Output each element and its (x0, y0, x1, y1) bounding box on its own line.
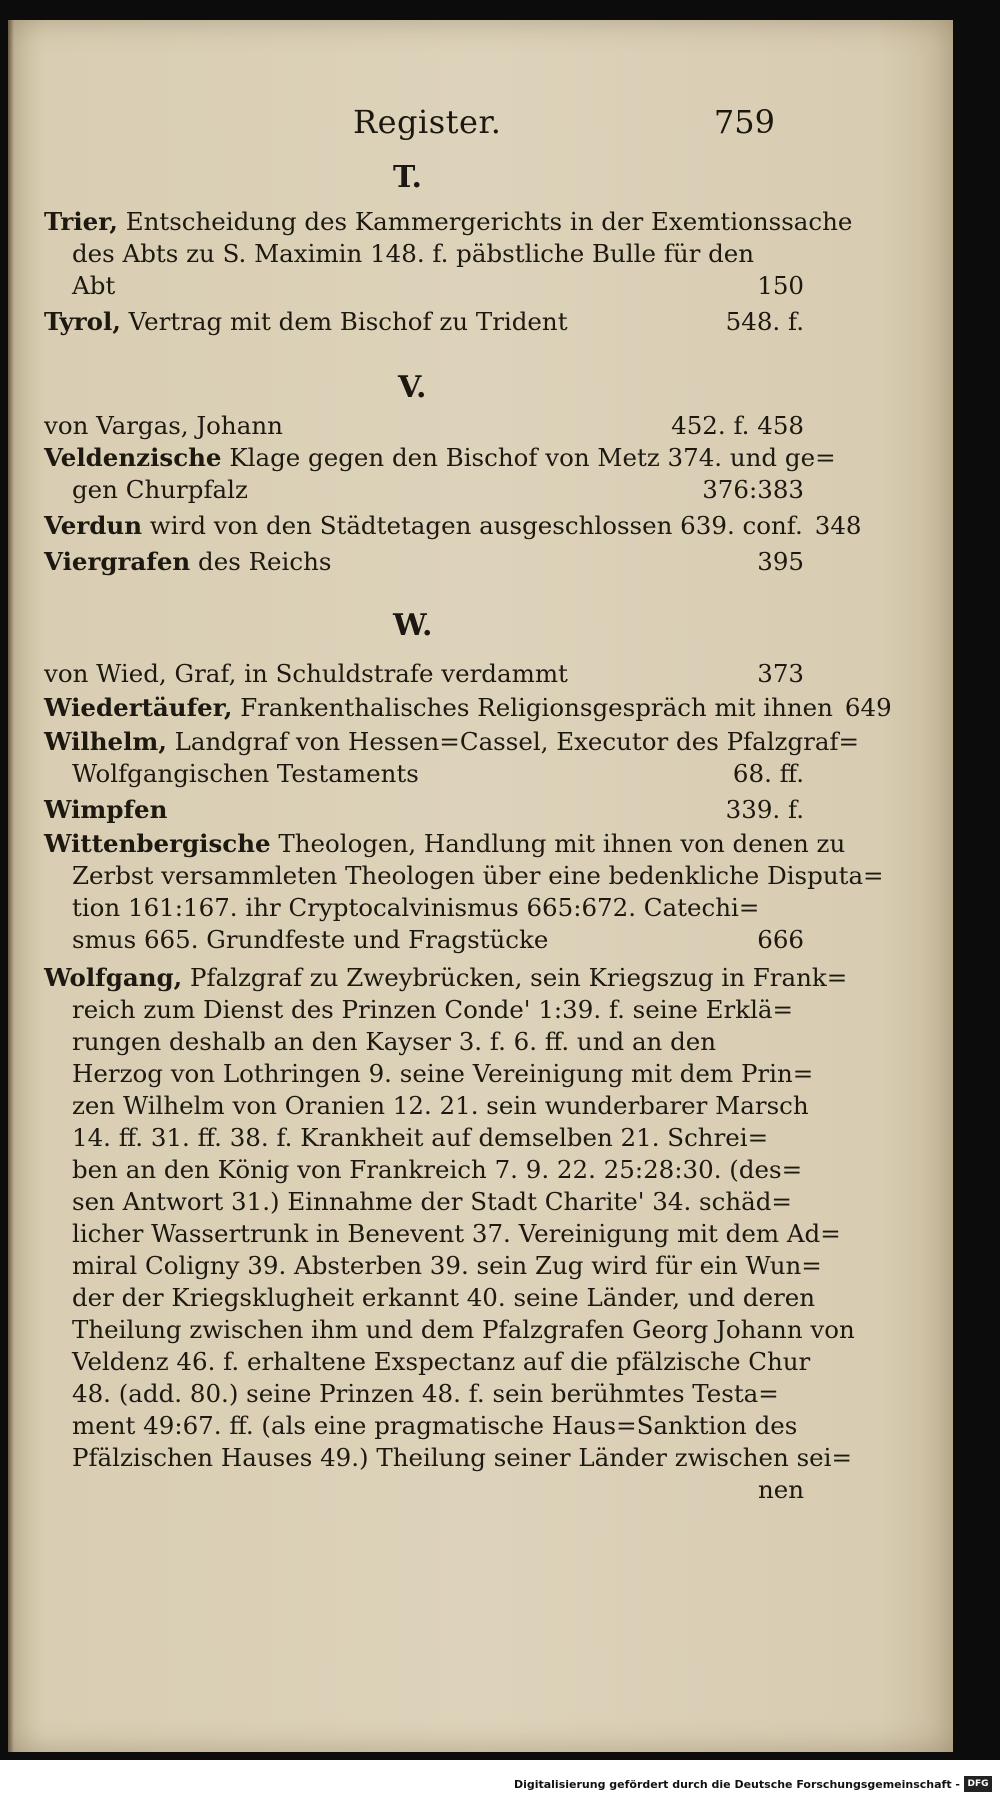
page-reference: 348 (814, 511, 862, 540)
entry-text: ment 49:67. ff. (als eine pragmatische Haus=Sanktion des (72, 1411, 798, 1440)
entry-line (44, 1250, 822, 1282)
book-page (8, 20, 953, 1752)
section-letter-w: W. (393, 608, 433, 643)
entry-headword: Wiedertäufer, (44, 693, 233, 722)
page-gutter-shadow (8, 20, 14, 1752)
page-number: 759 (713, 103, 775, 141)
entry-text: der der Kriegsklugheit erkannt 40. seine Länder, und deren (72, 1283, 816, 1312)
entry-line (44, 410, 804, 442)
index-entry-wilhelm (44, 726, 860, 790)
entry-text: Landgraf von Hessen=Cassel, Executor des Pfalzgraf= (166, 727, 860, 756)
entry-line (44, 1410, 804, 1442)
entry-headword: Wittenbergische (44, 829, 271, 858)
entry-line (44, 726, 860, 758)
entry-text: von Wied, Graf, in Schuldstrafe verdammt (44, 659, 568, 688)
entry-line (44, 658, 804, 690)
entry-text: reich zum Dienst des Prinzen Conde' 1:39. f. seine Erklä= (72, 995, 794, 1024)
index-entry-verdun (44, 510, 862, 542)
entry-line (44, 270, 804, 302)
entry-text: Klage gegen den Bischof von Metz 374. und ge= (221, 443, 836, 472)
entry-text: zen Wilhelm von Oranien 12. 21. sein wunderbarer Marsch (72, 1091, 809, 1120)
entry-line (44, 1218, 841, 1250)
entry-text: 14. ff. 31. ff. 38. f. Krankheit auf demselben 21. Schrei= (72, 1123, 769, 1152)
entry-line (44, 1058, 814, 1090)
page-reference: 150 (757, 271, 804, 300)
entry-text: Wolfgangischen Testaments (72, 759, 419, 788)
catchword: nen (757, 1475, 804, 1504)
index-entry-wied (44, 658, 804, 690)
entry-text: tion 161:167. ihr Cryptocalvinismus 665:672. Catechi= (72, 893, 760, 922)
entry-text: sen Antwort 31.) Einnahme der Stadt Charite' 34. schäd= (72, 1187, 792, 1216)
entry-headword: Wilhelm, (44, 727, 167, 756)
page-reference: 548. f. (725, 307, 804, 336)
entry-line (44, 1026, 804, 1058)
section-letter-t: T. (393, 160, 422, 195)
entry-text: ben an den König von Frankreich 7. 9. 22. 25:28:30. (des= (72, 1155, 803, 1184)
index-entry-veldenzische (44, 442, 836, 506)
page-reference: 395 (757, 547, 804, 576)
page-header (8, 95, 953, 155)
entry-headword: Trier, (44, 207, 118, 236)
entry-text: licher Wassertrunk in Benevent 37. Vereinigung mit dem Ad= (72, 1219, 841, 1248)
funding-credit: Digitalisierung gefördert durch die Deutsche Forschungsgemeinschaft - (513, 1778, 960, 1791)
entry-headword: Verdun (44, 511, 143, 540)
entry-text: gen Churpfalz (72, 475, 248, 504)
entry-line (44, 474, 804, 506)
entry-text: Herzog von Lothringen 9. seine Vereinigung mit dem Prin= (72, 1059, 814, 1088)
entry-line (44, 692, 892, 724)
section-letter-v: V. (398, 370, 427, 405)
entry-text: des Abts zu S. Maximin 148. f. päbstliche Bulle für den (72, 239, 755, 268)
entry-text: Entscheidung des Kammergerichts in der Exemtionssache (117, 207, 853, 236)
entry-text: miral Coligny 39. Absterben 39. sein Zug wird für ein Wun= (72, 1251, 822, 1280)
entry-text: Zerbst versammleten Theologen über eine bedenkliche Disputa= (72, 861, 884, 890)
entry-text: Pfalzgraf zu Zweybrücken, sein Kriegszug in Frank= (182, 963, 848, 992)
entry-text: Abt (72, 271, 116, 300)
entry-text: wird von den Städtetagen ausgeschlossen 639. conf. (142, 511, 803, 540)
entry-line (44, 1186, 804, 1218)
entry-headword: Tyrol, (44, 307, 121, 336)
entry-line (44, 238, 804, 270)
entry-text: Pfälzischen Hauses 49.) Theilung seiner Länder zwischen sei= (72, 1443, 853, 1472)
index-entry-wittenbergische (44, 828, 884, 956)
index-entry-wiedertaeufer (44, 692, 892, 724)
entry-text: Theilung zwischen ihm und dem Pfalzgrafen Georg Johann von (72, 1315, 855, 1344)
entry-line (44, 1090, 809, 1122)
index-entry-vargas (44, 410, 804, 442)
entry-text: des Reichs (190, 547, 332, 576)
index-entry-viergrafen (44, 546, 804, 578)
entry-text: Veldenz 46. f. erhaltene Exspectanz auf die pfälzische Chur (72, 1347, 811, 1376)
page-reference: 339. f. (725, 795, 804, 824)
entry-headword: Viergrafen (44, 547, 191, 576)
entry-headword: Wimpfen (44, 795, 168, 824)
entry-line (44, 962, 848, 994)
page-reference: 649 (844, 693, 892, 722)
entry-line (44, 1122, 804, 1154)
entry-line (44, 828, 846, 860)
running-title: Register. (353, 103, 502, 141)
entry-line (44, 1282, 816, 1314)
entry-line (44, 546, 804, 578)
entry-line (44, 1346, 811, 1378)
entry-line (44, 306, 804, 338)
entry-line (44, 442, 836, 474)
page-reference: 666 (757, 925, 804, 954)
entry-line (44, 1442, 853, 1474)
index-entry-wimpfen (44, 794, 804, 826)
entry-line (44, 892, 804, 924)
page-reference: 373 (757, 659, 804, 688)
page-reference: 452. f. 458 (671, 411, 804, 440)
index-entry-tyrol (44, 306, 804, 338)
entry-line (44, 1314, 855, 1346)
entry-headword: Wolfgang, (44, 963, 183, 992)
index-entry-trier (44, 206, 853, 302)
entry-text: rungen deshalb an den Kayser 3. f. 6. ff. und an den (72, 1027, 717, 1056)
entry-line (44, 758, 804, 790)
entry-text: von Vargas, Johann (44, 411, 283, 440)
entry-text: smus 665. Grundfeste und Fragstücke (72, 925, 549, 954)
entry-line (44, 860, 884, 892)
entry-line (44, 994, 804, 1026)
entry-line (44, 1474, 804, 1506)
entry-line (44, 510, 862, 542)
entry-text: Frankenthalisches Religionsgespräch mit ihnen (232, 693, 833, 722)
entry-text: Vertrag mit dem Bischof zu Trident (120, 307, 568, 336)
page-reference: 376:383 (702, 475, 804, 504)
dfg-logo-icon: DFG (964, 1776, 992, 1792)
entry-line (44, 924, 804, 956)
entry-line (44, 1378, 804, 1410)
entry-line (44, 206, 853, 238)
digitization-footer (0, 1768, 1000, 1798)
entry-headword: Veldenzische (44, 443, 222, 472)
entry-line (44, 794, 804, 826)
page-reference: 68. ff. (732, 759, 804, 788)
entry-text: 48. (add. 80.) seine Prinzen 48. f. sein berühmtes Testa= (72, 1379, 779, 1408)
entry-text: Theologen, Handlung mit ihnen von denen zu (270, 829, 846, 858)
index-entry-wolfgang (44, 962, 855, 1506)
entry-line (44, 1154, 804, 1186)
